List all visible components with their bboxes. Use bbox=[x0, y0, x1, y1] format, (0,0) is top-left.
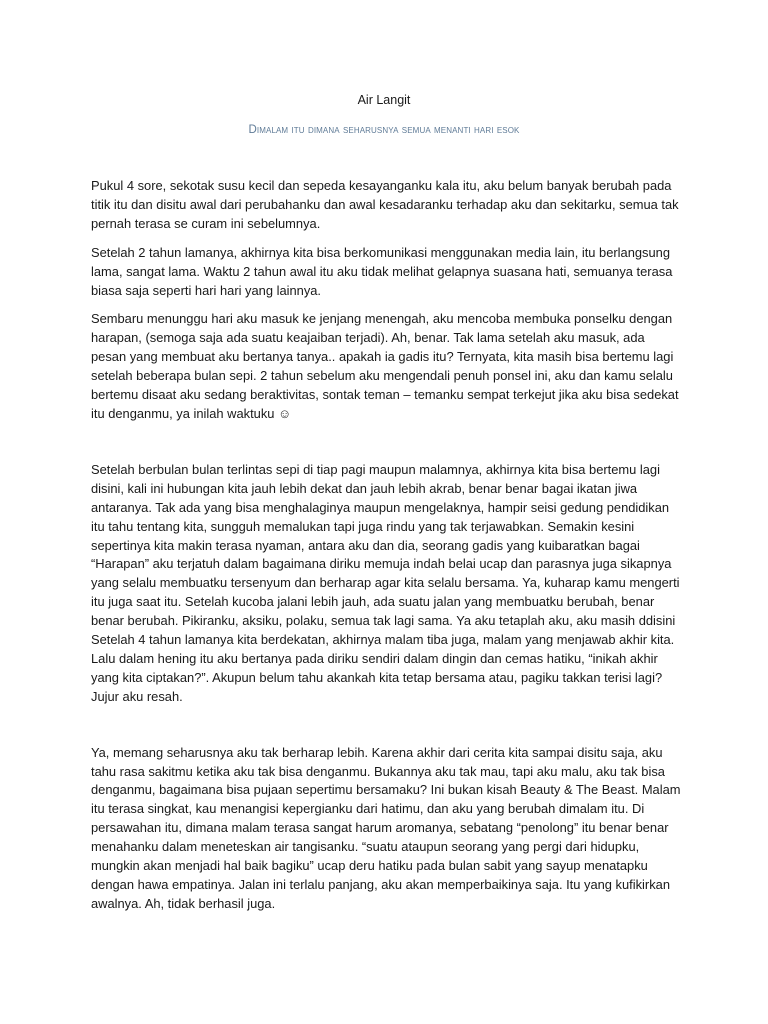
paragraph-1: Pukul 4 sore, sekotak susu kecil dan sepeda kesayanganku kala itu, aku belum banyak berubah pada titik itu dan disitu awal dari perubahanku dan awal kesadaranku terhadap aku dan sekitarku, semua tak pernah terasa se curam ini sebelumnya. bbox=[91, 178, 679, 231]
paragraph-4: Setelah berbulan bulan terlintas sepi di tiap pagi maupun malamnya, akhirnya kita bisa bertemu lagi disini, kali ini hubungan kita jauh lebih dekat dan jauh lebih akrab, benar benar bagai ikatan jiwa antaranya. Tak ada yang bisa menghalaginya maupun mengelaknya, hampir seisi gedung pendidikan itu tahu tentang kita, sungguh memalukan tapi juga rindu yang tak terjawabkan. Semakin kesini sepertinya kita makin terasa nyaman, antara aku dan dia, seorang gadis yang kuibaratkan bagai “Harapan” aku terjatuh dalam bagaimana diriku memuja indah belai ucap dan parasnya juga sikapnya yang selalu membuatku tersenyum dan berharap agar kita selalu bersama. Ya, kuharap kamu mengerti itu juga saat itu. Setelah kucoba jalani lebih jauh, ada suatu jalan yang membuatku berubah, benar benar berubah. Pikiranku, aksiku, polaku, semua tak lagi sama. Ya aku tetaplah aku, aku masih ddisini Setelah 4 tahun lamanya kita berdekatan, akhirnya malam tiba juga, malam yang menjawab akhir kita. Lalu dalam hening itu aku bertanya pada diriku sendiri dalam dingin dan cemas hatiku, “inikah akhir yang kita ciptakan?”. Akupun belum tahu akankah kita tetap bersama atau, pagiku takkan terisi lagi? Jujur aku resah. bbox=[91, 461, 680, 704]
paragraph-3: Sembaru menunggu hari aku masuk ke jenjang menengah, aku mencoba membuka ponselku dengan harapan, (semoga saja ada suatu keajaiban terjadi). Ah, benar. Tak lama setelah aku masuk, ada pesan yang membuat aku bertanya tanya.. apakah ia gadis itu? Ternyata, kita masih bisa bertemu lagi setelah beberapa bulan sepi. 2 tahun sebelum aku mengendali penuh ponsel ini, aku dan kamu selalu bertemu disaat aku sedang beraktivitas, sontak teman – temanku sempat terkejut jika aku bisa sedekat itu denganmu, ya inilah waktuku ☺ bbox=[91, 311, 679, 421]
paragraph-spacer bbox=[91, 434, 681, 461]
document-title: Air Langit bbox=[357, 93, 411, 107]
document-subtitle: Dimalam itu dimana seharusnya semua menanti hari esok bbox=[248, 124, 520, 136]
paragraph-spacer bbox=[91, 717, 681, 744]
paragraph-5: Ya, memang seharusnya aku tak berharap lebih. Karena akhir dari cerita kita sampai disitu saja, aku tahu rasa sakitmu ketika aku tak bisa denganmu. Bukannya aku tak mau, tapi aku malu, aku tak bisa denganmu, bagaimana bisa pujaan sepertimu bersamaku? Ini bukan kisah Beauty & The Beast. Malam itu terasa singkat, kau menangisi kepergianku dari hatimu, dan aku yang berubah dimalam itu. Di persawahan itu, dimana malam terasa sangat harum aromanya, sebatang “penolong” itu benar benar menahanku dalam meneteskan air tangisanku. “suatu ataupun seorang yang pergi dari hidupku, mungkin akan menjadi hal baik bagiku” ucap deru hatiku pada bulan sabit yang sayup menatapku dengan hawa empatinya. Jalan ini terlalu panjang, aku akan memperbaikinya saja. Itu yang kufikirkan awalnya. Ah, tidak berhasil juga. bbox=[91, 744, 681, 911]
paragraph-2: Setelah 2 tahun lamanya, akhirnya kita bisa berkomunikasi menggunakan media lain, itu berlangsung lama, sangat lama. Waktu 2 tahun awal itu aku tidak melihat gelapnya suasana hati, semuanya terasa biasa saja seperti hari hari yang lainnya. bbox=[91, 244, 673, 298]
document-body bbox=[91, 177, 681, 924]
